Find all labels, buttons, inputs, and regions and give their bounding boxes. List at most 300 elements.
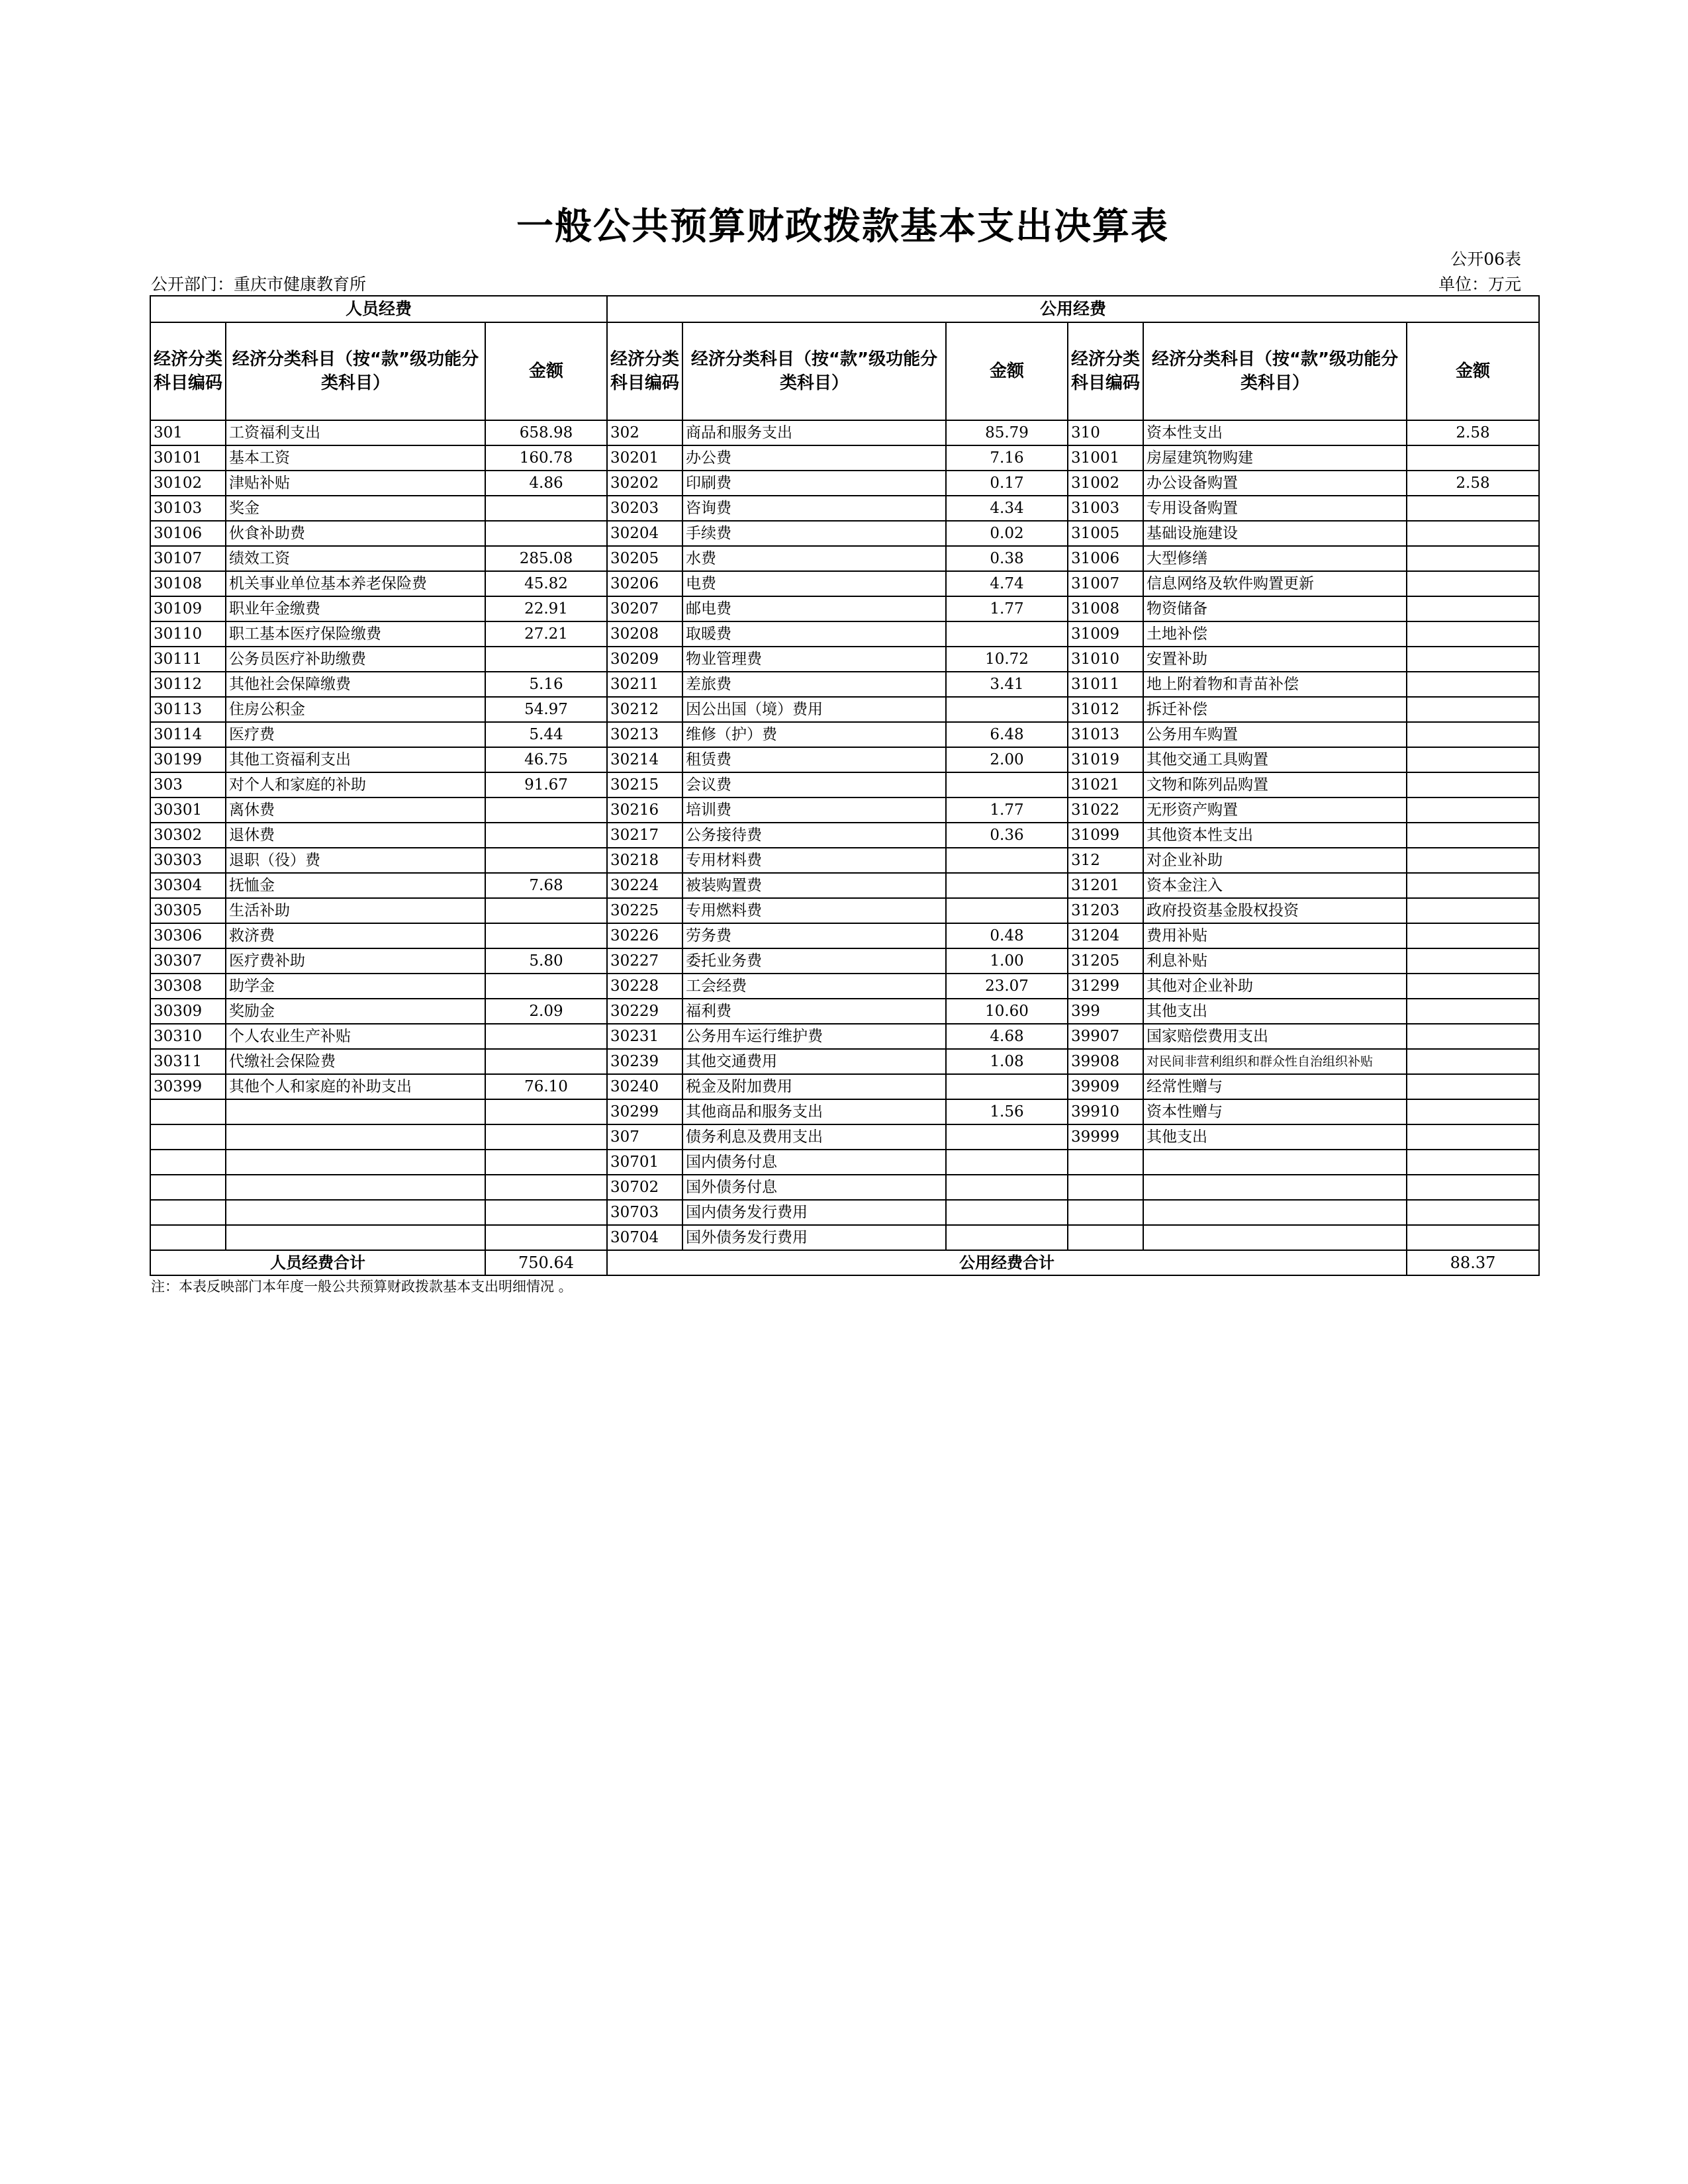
totals-row	[150, 1250, 1539, 1275]
public-code-cell: 30704	[607, 1225, 682, 1250]
capital-amount-cell	[1407, 797, 1539, 823]
public-amount-cell: 4.68	[946, 1024, 1068, 1049]
public-amount-cell: 4.34	[946, 496, 1068, 521]
capital-code-cell	[1068, 1225, 1143, 1250]
public-amount-cell: 0.38	[946, 546, 1068, 571]
table-row	[150, 596, 1539, 621]
personnel-amount-cell	[485, 1175, 607, 1200]
personnel-amount-cell: 5.80	[485, 948, 607, 974]
capital-amount-cell	[1407, 848, 1539, 873]
public-code-cell: 30218	[607, 848, 682, 873]
personnel-code-cell: 30107	[150, 546, 226, 571]
personnel-name-cell: 工资福利支出	[226, 420, 485, 445]
public-amount-cell	[946, 621, 1068, 647]
public-name-cell: 福利费	[682, 999, 946, 1024]
personnel-amount-cell	[485, 1024, 607, 1049]
capital-code-cell: 39909	[1068, 1074, 1143, 1099]
capital-amount-cell	[1407, 1225, 1539, 1250]
personnel-amount-cell	[485, 1150, 607, 1175]
personnel-code-cell: 30103	[150, 496, 226, 521]
capital-name-cell: 其他交通工具购置	[1143, 747, 1407, 772]
capital-code-cell: 31008	[1068, 596, 1143, 621]
public-code-cell: 30227	[607, 948, 682, 974]
table-row	[150, 571, 1539, 596]
public-name-cell: 国外债务发行费用	[682, 1225, 946, 1250]
table-row	[150, 697, 1539, 722]
personnel-amount-cell	[485, 1099, 607, 1124]
name-header: 经济分类科目（按“款”级功能分类科目）	[682, 322, 946, 420]
capital-name-cell: 拆迁补偿	[1143, 697, 1407, 722]
personnel-amount-cell: 91.67	[485, 772, 607, 797]
public-name-cell: 因公出国（境）费用	[682, 697, 946, 722]
public-code-cell: 30226	[607, 923, 682, 948]
personnel-code-cell: 301	[150, 420, 226, 445]
capital-name-cell: 国家赔偿费用支出	[1143, 1024, 1407, 1049]
capital-name-cell: 其他支出	[1143, 999, 1407, 1024]
public-name-cell: 维修（护）费	[682, 722, 946, 747]
public-code-cell: 30202	[607, 471, 682, 496]
personnel-code-cell: 30302	[150, 823, 226, 848]
capital-code-cell: 31022	[1068, 797, 1143, 823]
capital-name-cell	[1143, 1175, 1407, 1200]
public-amount-cell: 0.48	[946, 923, 1068, 948]
public-name-cell: 会议费	[682, 772, 946, 797]
code-header: 经济分类科目编码	[607, 322, 682, 420]
capital-amount-cell	[1407, 647, 1539, 672]
table-row	[150, 923, 1539, 948]
public-code-cell: 30239	[607, 1049, 682, 1074]
personnel-code-cell: 30110	[150, 621, 226, 647]
public-code-cell: 30204	[607, 521, 682, 546]
public-code-cell: 302	[607, 420, 682, 445]
capital-name-cell: 基础设施建设	[1143, 521, 1407, 546]
public-name-cell: 工会经费	[682, 974, 946, 999]
public-total-label: 公用经费合计	[607, 1250, 1407, 1275]
personnel-name-cell: 住房公积金	[226, 697, 485, 722]
public-code-cell: 30229	[607, 999, 682, 1024]
capital-code-cell: 399	[1068, 999, 1143, 1024]
public-amount-cell: 10.72	[946, 647, 1068, 672]
capital-code-cell: 31299	[1068, 974, 1143, 999]
personnel-code-cell: 30199	[150, 747, 226, 772]
capital-code-cell	[1068, 1150, 1143, 1175]
table-row	[150, 621, 1539, 647]
capital-code-cell: 31012	[1068, 697, 1143, 722]
public-name-cell: 电费	[682, 571, 946, 596]
personnel-amount-cell: 160.78	[485, 445, 607, 471]
personnel-amount-cell: 54.97	[485, 697, 607, 722]
public-name-cell: 租赁费	[682, 747, 946, 772]
capital-amount-cell	[1407, 873, 1539, 898]
public-amount-cell: 1.08	[946, 1049, 1068, 1074]
personnel-name-cell: 退职（役）费	[226, 848, 485, 873]
personnel-name-cell	[226, 1099, 485, 1124]
personnel-name-cell	[226, 1200, 485, 1225]
table-row	[150, 420, 1539, 445]
personnel-code-cell: 30113	[150, 697, 226, 722]
capital-amount-cell	[1407, 722, 1539, 747]
personnel-name-cell: 公务员医疗补助缴费	[226, 647, 485, 672]
public-code-cell: 30703	[607, 1200, 682, 1225]
capital-code-cell: 31001	[1068, 445, 1143, 471]
personnel-amount-cell	[485, 496, 607, 521]
public-amount-cell	[946, 1225, 1068, 1250]
capital-name-cell: 公务用车购置	[1143, 722, 1407, 747]
table-row	[150, 546, 1539, 571]
capital-amount-cell	[1407, 1074, 1539, 1099]
table-row	[150, 1225, 1539, 1250]
personnel-code-cell	[150, 1225, 226, 1250]
capital-name-cell: 信息网络及软件购置更新	[1143, 571, 1407, 596]
public-amount-cell: 0.36	[946, 823, 1068, 848]
public-amount-cell	[946, 898, 1068, 923]
capital-name-cell: 资本性支出	[1143, 420, 1407, 445]
personnel-name-cell: 机关事业单位基本养老保险费	[226, 571, 485, 596]
department-label: 公开部门：重庆市健康教育所	[151, 275, 367, 294]
capital-name-cell	[1143, 1200, 1407, 1225]
public-amount-cell	[946, 1074, 1068, 1099]
capital-code-cell: 39907	[1068, 1024, 1143, 1049]
capital-amount-cell	[1407, 772, 1539, 797]
personnel-code-cell: 30112	[150, 672, 226, 697]
public-amount-cell: 0.02	[946, 521, 1068, 546]
table-row	[150, 521, 1539, 546]
public-total-value: 88.37	[1407, 1250, 1539, 1275]
capital-code-cell: 31203	[1068, 898, 1143, 923]
public-code-cell: 30217	[607, 823, 682, 848]
personnel-code-cell: 30106	[150, 521, 226, 546]
personnel-amount-cell: 27.21	[485, 621, 607, 647]
table-row	[150, 496, 1539, 521]
table-row	[150, 823, 1539, 848]
personnel-code-cell: 30114	[150, 722, 226, 747]
personnel-code-cell: 30109	[150, 596, 226, 621]
personnel-code-cell: 30102	[150, 471, 226, 496]
personnel-code-cell: 30309	[150, 999, 226, 1024]
public-code-cell: 30207	[607, 596, 682, 621]
public-name-cell: 差旅费	[682, 672, 946, 697]
capital-code-cell: 31003	[1068, 496, 1143, 521]
capital-name-cell: 专用设备购置	[1143, 496, 1407, 521]
personnel-amount-cell	[485, 521, 607, 546]
personnel-name-cell: 助学金	[226, 974, 485, 999]
capital-amount-cell	[1407, 1124, 1539, 1150]
public-amount-cell: 1.77	[946, 596, 1068, 621]
capital-name-cell: 经常性赠与	[1143, 1074, 1407, 1099]
capital-name-cell: 文物和陈列品购置	[1143, 772, 1407, 797]
capital-amount-cell	[1407, 1049, 1539, 1074]
capital-name-cell: 无形资产购置	[1143, 797, 1407, 823]
capital-code-cell: 310	[1068, 420, 1143, 445]
table-row	[150, 1074, 1539, 1099]
table-row	[150, 1124, 1539, 1150]
capital-amount-cell: 2.58	[1407, 471, 1539, 496]
public-amount-cell	[946, 1200, 1068, 1225]
personnel-code-cell	[150, 1124, 226, 1150]
table-row	[150, 974, 1539, 999]
personnel-amount-cell	[485, 647, 607, 672]
personnel-name-cell: 津贴补贴	[226, 471, 485, 496]
personnel-name-cell: 职工基本医疗保险缴费	[226, 621, 485, 647]
personnel-amount-cell	[485, 974, 607, 999]
public-name-cell: 物业管理费	[682, 647, 946, 672]
personnel-code-cell: 30108	[150, 571, 226, 596]
personnel-code-cell: 30111	[150, 647, 226, 672]
public-code-cell: 30215	[607, 772, 682, 797]
capital-amount-cell	[1407, 1024, 1539, 1049]
capital-amount-cell	[1407, 571, 1539, 596]
capital-amount-cell	[1407, 697, 1539, 722]
public-amount-cell	[946, 1124, 1068, 1150]
capital-amount-cell	[1407, 898, 1539, 923]
personnel-name-cell: 对个人和家庭的补助	[226, 772, 485, 797]
public-name-cell: 委托业务费	[682, 948, 946, 974]
public-code-cell: 30201	[607, 445, 682, 471]
public-name-cell: 培训费	[682, 797, 946, 823]
personnel-code-cell: 30304	[150, 873, 226, 898]
personnel-name-cell: 代缴社会保险费	[226, 1049, 485, 1074]
public-name-cell: 国内债务发行费用	[682, 1200, 946, 1225]
table-row	[150, 1099, 1539, 1124]
capital-name-cell: 物资储备	[1143, 596, 1407, 621]
personnel-code-cell	[150, 1099, 226, 1124]
public-code-cell: 30203	[607, 496, 682, 521]
public-amount-cell: 6.48	[946, 722, 1068, 747]
personnel-amount-cell: 45.82	[485, 571, 607, 596]
public-name-cell: 印刷费	[682, 471, 946, 496]
capital-name-cell: 对企业补助	[1143, 848, 1407, 873]
capital-code-cell: 39910	[1068, 1099, 1143, 1124]
personnel-code-cell: 30399	[150, 1074, 226, 1099]
table-row	[150, 797, 1539, 823]
table-row	[150, 898, 1539, 923]
public-amount-cell: 4.74	[946, 571, 1068, 596]
personnel-amount-cell: 4.86	[485, 471, 607, 496]
public-name-cell: 专用材料费	[682, 848, 946, 873]
table-row	[150, 445, 1539, 471]
capital-amount-cell	[1407, 1175, 1539, 1200]
public-amount-cell: 1.00	[946, 948, 1068, 974]
personnel-code-cell: 30306	[150, 923, 226, 948]
public-code-cell: 307	[607, 1124, 682, 1150]
capital-amount-cell	[1407, 521, 1539, 546]
table-row	[150, 1150, 1539, 1175]
public-name-cell: 国内债务付息	[682, 1150, 946, 1175]
capital-code-cell: 31010	[1068, 647, 1143, 672]
personnel-amount-cell: 658.98	[485, 420, 607, 445]
table-id: 公开06表	[1450, 250, 1521, 269]
capital-code-cell: 31007	[1068, 571, 1143, 596]
capital-name-cell	[1143, 1225, 1407, 1250]
public-name-cell: 劳务费	[682, 923, 946, 948]
capital-amount-cell	[1407, 1099, 1539, 1124]
personnel-name-cell: 离休费	[226, 797, 485, 823]
capital-amount-cell	[1407, 948, 1539, 974]
table-row	[150, 471, 1539, 496]
public-code-cell: 30208	[607, 621, 682, 647]
capital-name-cell: 资本金注入	[1143, 873, 1407, 898]
public-code-cell: 30206	[607, 571, 682, 596]
capital-name-cell: 安置补助	[1143, 647, 1407, 672]
table-body	[150, 420, 1539, 1250]
public-name-cell: 其他商品和服务支出	[682, 1099, 946, 1124]
table-row	[150, 722, 1539, 747]
capital-code-cell: 31006	[1068, 546, 1143, 571]
personnel-amount-cell	[485, 823, 607, 848]
amount-header: 金额	[1407, 322, 1539, 420]
public-amount-cell: 23.07	[946, 974, 1068, 999]
public-name-cell: 商品和服务支出	[682, 420, 946, 445]
public-code-cell: 30205	[607, 546, 682, 571]
capital-amount-cell	[1407, 596, 1539, 621]
personnel-name-cell: 职业年金缴费	[226, 596, 485, 621]
public-amount-cell	[946, 697, 1068, 722]
capital-name-cell: 政府投资基金股权投资	[1143, 898, 1407, 923]
public-amount-cell: 0.17	[946, 471, 1068, 496]
personnel-amount-cell: 46.75	[485, 747, 607, 772]
personnel-name-cell: 生活补助	[226, 898, 485, 923]
personnel-amount-cell	[485, 1049, 607, 1074]
capital-amount-cell: 2.58	[1407, 420, 1539, 445]
personnel-name-cell: 伙食补助费	[226, 521, 485, 546]
section-personnel-header: 人员经费	[150, 296, 607, 322]
capital-code-cell: 31002	[1068, 471, 1143, 496]
personnel-code-cell: 30310	[150, 1024, 226, 1049]
personnel-name-cell	[226, 1175, 485, 1200]
public-code-cell: 30212	[607, 697, 682, 722]
table-row	[150, 672, 1539, 697]
personnel-name-cell	[226, 1124, 485, 1150]
public-name-cell: 水费	[682, 546, 946, 571]
personnel-name-cell: 抚恤金	[226, 873, 485, 898]
public-name-cell: 被装购置费	[682, 873, 946, 898]
personnel-name-cell: 奖金	[226, 496, 485, 521]
capital-amount-cell	[1407, 999, 1539, 1024]
public-amount-cell: 10.60	[946, 999, 1068, 1024]
capital-code-cell: 31201	[1068, 873, 1143, 898]
personnel-name-cell: 绩效工资	[226, 546, 485, 571]
capital-name-cell: 其他资本性支出	[1143, 823, 1407, 848]
capital-code-cell: 312	[1068, 848, 1143, 873]
capital-code-cell: 39908	[1068, 1049, 1143, 1074]
capital-amount-cell	[1407, 546, 1539, 571]
public-code-cell: 30702	[607, 1175, 682, 1200]
capital-name-cell	[1143, 1150, 1407, 1175]
public-code-cell: 30228	[607, 974, 682, 999]
capital-amount-cell	[1407, 747, 1539, 772]
personnel-name-cell: 基本工资	[226, 445, 485, 471]
personnel-code-cell: 30305	[150, 898, 226, 923]
capital-code-cell: 39999	[1068, 1124, 1143, 1150]
personnel-amount-cell	[485, 1225, 607, 1250]
public-code-cell: 30216	[607, 797, 682, 823]
footnote: 注：本表反映部门本年度一般公共预算财政拨款基本支出明细情况 。	[151, 1279, 573, 1295]
public-amount-cell: 85.79	[946, 420, 1068, 445]
personnel-code-cell: 30307	[150, 948, 226, 974]
capital-name-cell: 对民间非营利组织和群众性自治组织补贴	[1143, 1049, 1407, 1074]
capital-name-cell: 其他对企业补助	[1143, 974, 1407, 999]
public-amount-cell: 7.16	[946, 445, 1068, 471]
public-name-cell: 咨询费	[682, 496, 946, 521]
public-name-cell: 其他交通费用	[682, 1049, 946, 1074]
capital-name-cell: 大型修缮	[1143, 546, 1407, 571]
table-row	[150, 1200, 1539, 1225]
table-row	[150, 948, 1539, 974]
capital-amount-cell	[1407, 672, 1539, 697]
personnel-amount-cell	[485, 1200, 607, 1225]
public-amount-cell: 2.00	[946, 747, 1068, 772]
name-header: 经济分类科目（按“款”级功能分类科目）	[226, 322, 485, 420]
table-row	[150, 873, 1539, 898]
capital-amount-cell	[1407, 496, 1539, 521]
public-code-cell: 30225	[607, 898, 682, 923]
table-row	[150, 1049, 1539, 1074]
public-code-cell: 30224	[607, 873, 682, 898]
table-row	[150, 747, 1539, 772]
public-amount-cell: 1.77	[946, 797, 1068, 823]
personnel-amount-cell: 22.91	[485, 596, 607, 621]
public-code-cell: 30211	[607, 672, 682, 697]
table-row	[150, 999, 1539, 1024]
personnel-code-cell: 30311	[150, 1049, 226, 1074]
public-name-cell: 公务用车运行维护费	[682, 1024, 946, 1049]
capital-amount-cell	[1407, 1200, 1539, 1225]
public-name-cell: 取暖费	[682, 621, 946, 647]
table-row	[150, 1175, 1539, 1200]
personnel-amount-cell	[485, 923, 607, 948]
budget-table	[150, 295, 1540, 1276]
personnel-amount-cell: 7.68	[485, 873, 607, 898]
capital-name-cell: 土地补偿	[1143, 621, 1407, 647]
amount-header: 金额	[485, 322, 607, 420]
public-amount-cell	[946, 873, 1068, 898]
amount-header: 金额	[946, 322, 1068, 420]
page-title: 一般公共预算财政拨款基本支出决算表	[516, 205, 1169, 248]
public-name-cell: 专用燃料费	[682, 898, 946, 923]
personnel-name-cell: 个人农业生产补贴	[226, 1024, 485, 1049]
personnel-name-cell: 奖励金	[226, 999, 485, 1024]
table-row	[150, 1024, 1539, 1049]
public-code-cell: 30701	[607, 1150, 682, 1175]
public-amount-cell: 1.56	[946, 1099, 1068, 1124]
personnel-amount-cell: 5.16	[485, 672, 607, 697]
code-header: 经济分类科目编码	[150, 322, 226, 420]
capital-amount-cell	[1407, 974, 1539, 999]
capital-code-cell	[1068, 1200, 1143, 1225]
capital-code-cell: 31005	[1068, 521, 1143, 546]
capital-name-cell: 其他支出	[1143, 1124, 1407, 1150]
capital-amount-cell	[1407, 445, 1539, 471]
section-public-header: 公用经费	[607, 296, 1539, 322]
personnel-name-cell: 其他工资福利支出	[226, 747, 485, 772]
personnel-name-cell: 救济费	[226, 923, 485, 948]
capital-name-cell: 地上附着物和青苗补偿	[1143, 672, 1407, 697]
public-name-cell: 债务利息及费用支出	[682, 1124, 946, 1150]
personnel-code-cell: 30303	[150, 848, 226, 873]
code-header: 经济分类科目编码	[1068, 322, 1143, 420]
public-code-cell: 30213	[607, 722, 682, 747]
personnel-name-cell: 其他社会保障缴费	[226, 672, 485, 697]
capital-code-cell: 31021	[1068, 772, 1143, 797]
capital-name-cell: 办公设备购置	[1143, 471, 1407, 496]
personnel-amount-cell	[485, 898, 607, 923]
capital-code-cell: 31013	[1068, 722, 1143, 747]
personnel-code-cell: 30101	[150, 445, 226, 471]
public-code-cell: 30299	[607, 1099, 682, 1124]
personnel-code-cell	[150, 1200, 226, 1225]
personnel-total-label: 人员经费合计	[150, 1250, 485, 1275]
public-amount-cell	[946, 1150, 1068, 1175]
